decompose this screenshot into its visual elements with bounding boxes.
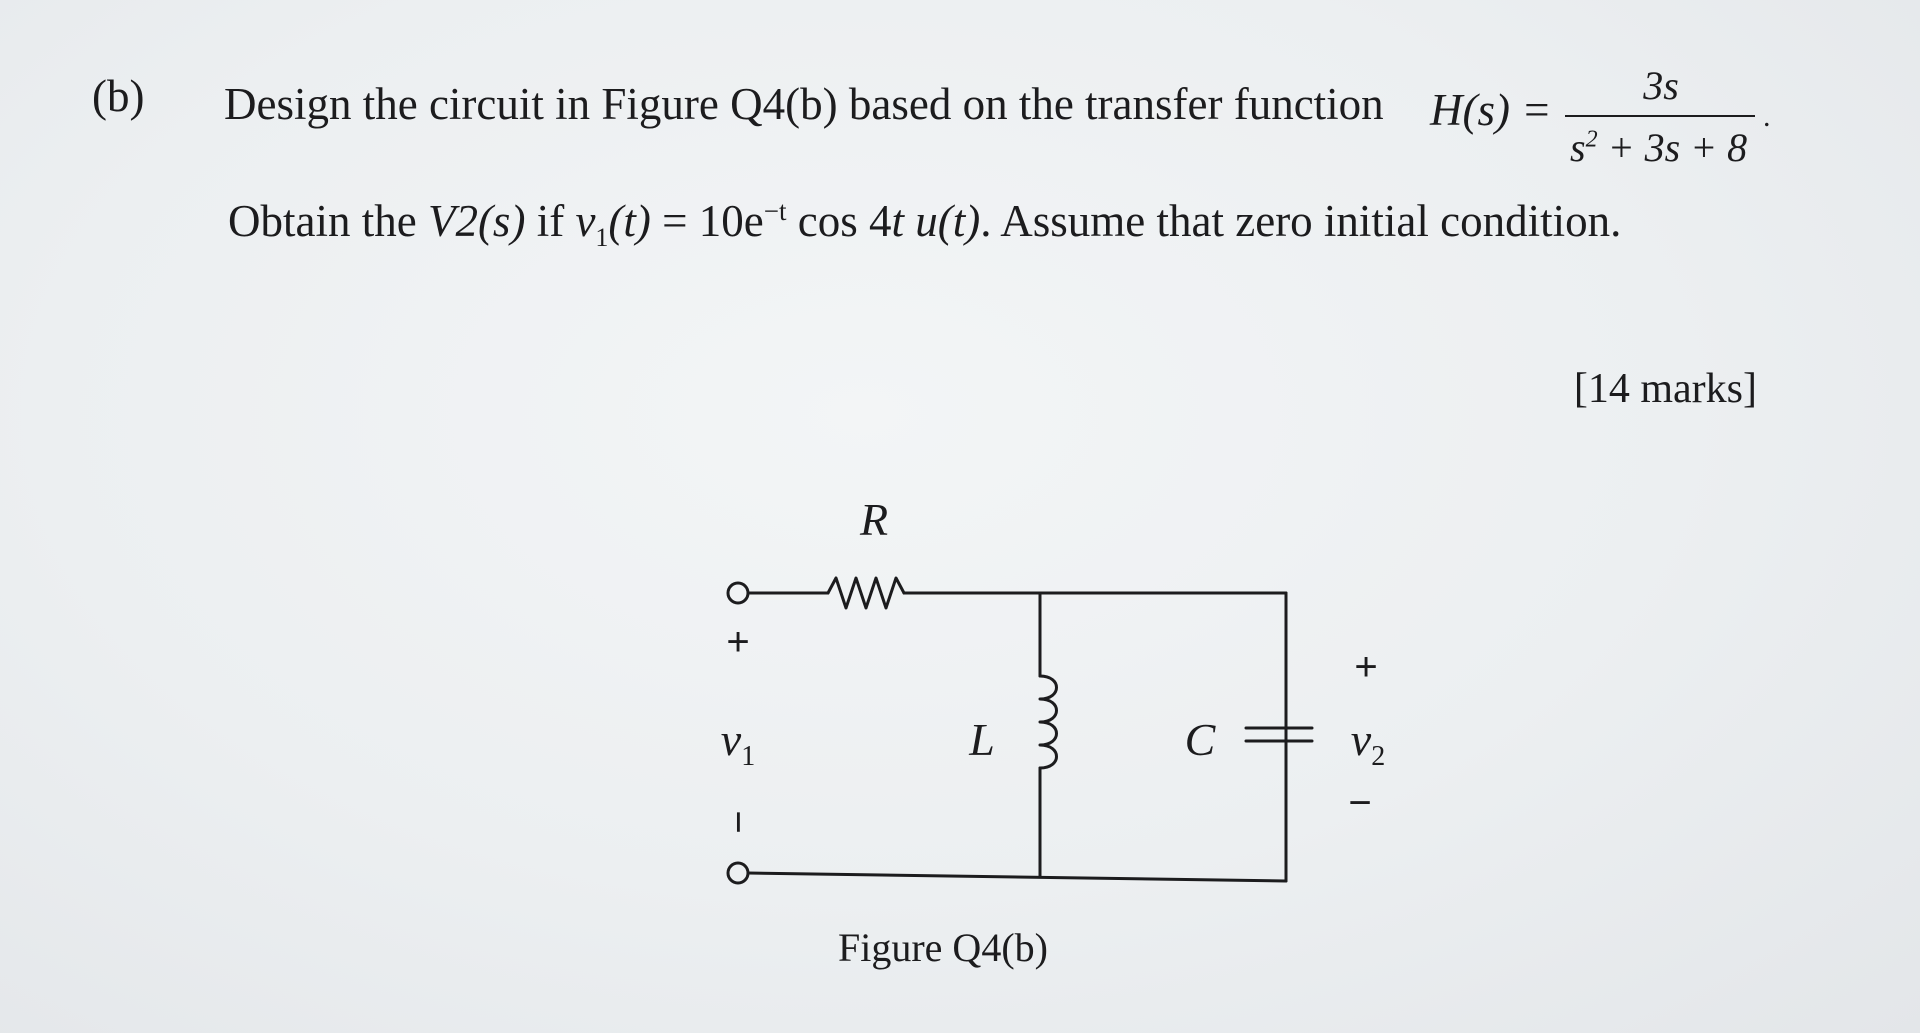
output-voltage-label [1351,714,1385,772]
step-function: u(t) [904,196,981,246]
input-voltage-label [721,714,755,772]
t-argument: (t) [608,196,651,246]
input-voltage-subscript: 1 [741,741,756,772]
input-minus-label: − [716,810,760,834]
input-terminal-bottom [728,863,748,883]
transfer-function-end-mark: . [1763,100,1771,133]
output-voltage-subscript: 2 [1371,741,1386,772]
output-minus-label: − [1348,781,1372,825]
wire-bottom [748,873,1286,881]
inductor-symbol [1040,676,1057,768]
marks-label: [14 marks] [1573,366,1757,412]
v1-subscript: 1 [595,223,609,252]
denominator-rest: + 3s + 8 [1597,125,1748,170]
question-line-2 [228,198,1621,251]
output-plus-label: + [1354,645,1378,689]
exponent: −t [763,196,787,226]
fraction-bar [1565,115,1755,117]
t-variable: t [891,196,905,246]
input-terminal-top [728,583,748,603]
resistor-symbol [828,578,904,608]
figure-caption: Figure Q4(b) [838,925,1048,970]
line2-if: if [525,196,576,246]
resistor-label: R [859,494,889,545]
denominator-s: s [1570,125,1586,170]
circuit-diagram [700,490,1400,900]
cos-term: cos 4 [786,196,892,246]
question-line-1: Design the circuit in Figure Q4(b) based on the transfer function [224,79,1384,129]
line2-suffix: . Assume that zero initial condition. [980,196,1622,246]
input-plus-label: + [726,620,750,664]
denominator-exponent: 2 [1585,126,1598,153]
inductor-label: L [969,714,995,765]
output-voltage-symbol: v [1350,714,1372,765]
part-label: (b) [92,71,145,121]
transfer-function-denominator [1570,124,1747,171]
transfer-function-numerator: 3s [1643,63,1679,108]
line2-prefix: Obtain the [228,196,428,246]
v2s-symbol: V2(s) [427,196,526,246]
transfer-function-label: H(s) = [1430,85,1552,135]
line2-equals: = 10e [650,196,764,246]
capacitor-label: C [1184,714,1216,765]
v1-symbol: v [575,196,596,246]
input-voltage-symbol: v [720,714,742,765]
